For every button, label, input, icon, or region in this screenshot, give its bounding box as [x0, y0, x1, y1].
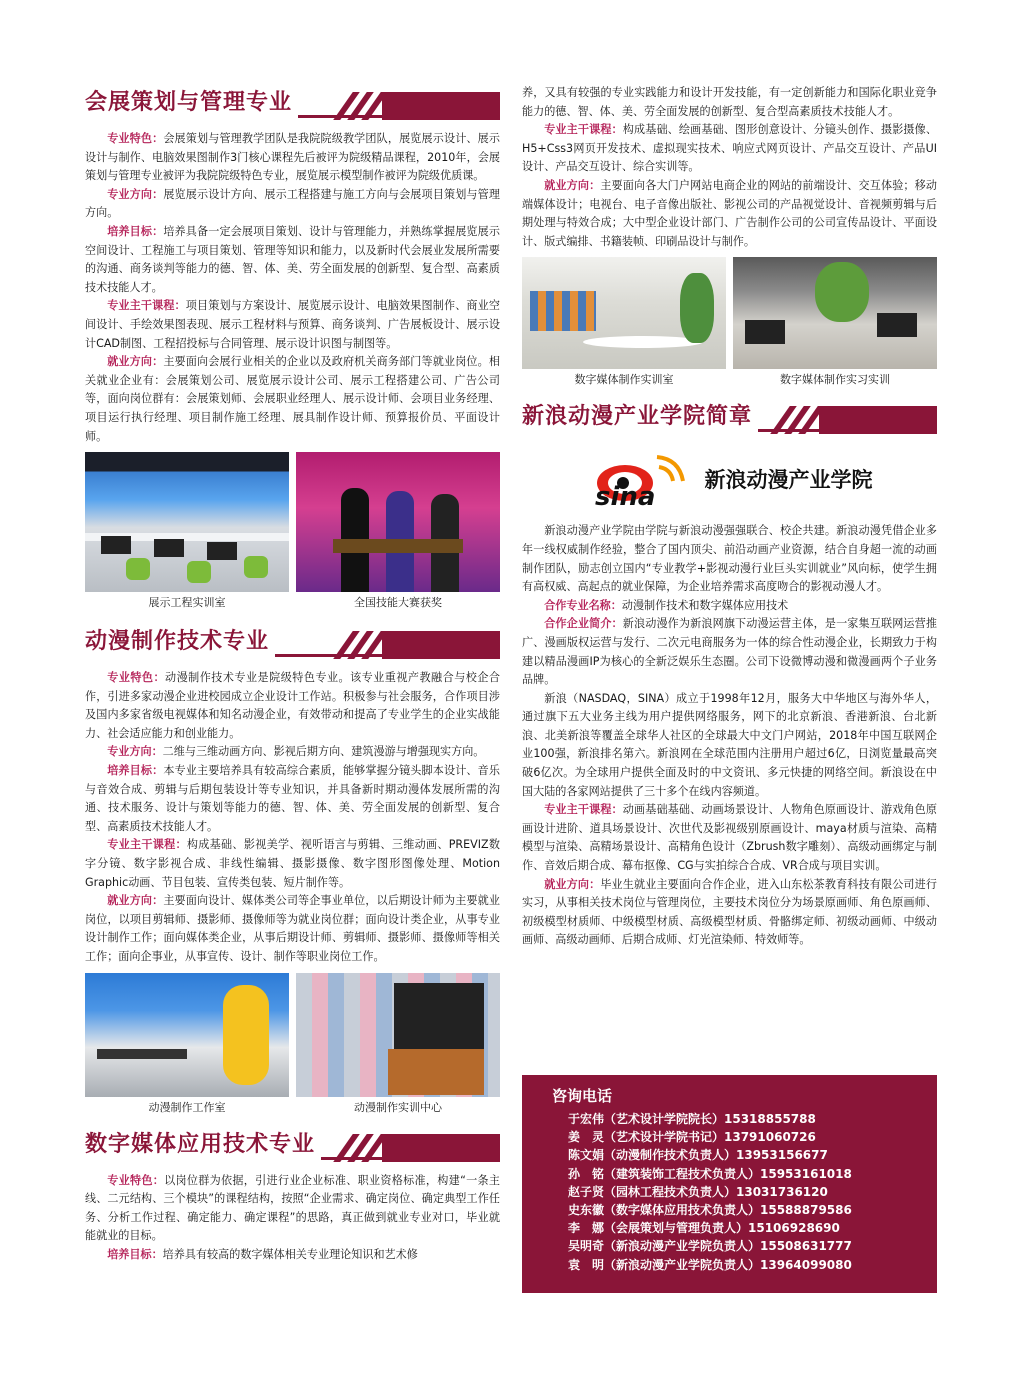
photo-award: [296, 452, 500, 613]
animation-para: [85, 836, 500, 892]
right-column: [522, 0, 937, 950]
para-text: 主要面向会展行业相关的企业以及政府机关商务部门等就业岗位。相关就业企业有：会展策划公司、展览展示设计公司、展示工程搭建公司、广告公司等，面向岗位群有：会展策划师、会展职业经理人、展示设计师、会项目业务经理、项目运行执行经理、项目制作施工经理、展具制作设计师、预算报价员、平面设计师。: [85, 355, 500, 443]
para-text: 养，又具有较强的专业实践能力和设计开发技能，有一定创新能力和国际化职业竞争能力的德、智、体、美、劳全面发展的创新型、复合型高素质技术技能人才。: [522, 86, 937, 118]
animation-para: [85, 743, 500, 762]
sina-para: [522, 597, 937, 616]
exhibition-para: [85, 186, 500, 223]
photo-caption: 展示工程实训室: [148, 596, 226, 610]
digital-media-photos: [522, 257, 937, 390]
para-text: 动画基础基础、动画场景设计、人物角色原画设计、游戏角色原画设计进阶、道具场景设计、次世代及影视级别原画设计、maya材质与渲染、高精模型与渲染、高精场景设计、高精角色设计（Zbrush数字雕刻）、高级动画绑定与制作、音效后期合成、幕布抠像、CG与实拍综合合成、VR合成与项目实训。: [522, 803, 937, 873]
para-text: 构成基础、影视美学、视听语言与剪辑、三维动画、PREVIZ数字分镜、数字影视合成、非线性编辑、摄影摄像、数字图形图像处理、Motion Graphic动画、节目包装、宣传类包装、短片制作等。: [85, 838, 500, 889]
para-text: 主要面向设计、媒体类公司等企事业单位，以后期设计师为主要就业岗位，以项目剪辑师、摄影师、摄像师等为就业岗位群；面向设计类企业，从事专业设计制作工作；面向媒体类企业，从事后期设计师、剪辑师、摄影师、摄像师等相关工作；面向企事业，从事宣传、设计、制作等职业岗位工作。: [85, 894, 500, 963]
para-text: 构成基础、绘画基础、图形创意设计、分镜头创作、摄影摄像、H5+Css3网页开发技术、虚拟现实技术、响应式网页设计、产品交互设计、产品UI设计、产品交互设计、综合实训等。: [522, 123, 937, 174]
digital-media-body-right: [522, 84, 937, 251]
sina-para: [522, 801, 937, 875]
para-label: 专业特色：: [107, 1173, 165, 1187]
contact-row: 李 娜（会展策划与管理负责人）15106928690: [568, 1221, 840, 1236]
exhibition-photos: [85, 452, 500, 613]
photo-caption: 数字媒体制作实训室: [574, 373, 674, 387]
animation-para: [85, 892, 500, 966]
photo-image: [296, 452, 500, 592]
section-header-animation: [85, 625, 500, 661]
section-title-exhibition: 会展策划与管理专业: [85, 88, 298, 118]
sina-wordmark: sina: [594, 482, 655, 510]
digital-media-para: [522, 121, 937, 177]
left-column: [85, 0, 500, 1265]
para-label: 培养目标：: [107, 1247, 163, 1261]
sina-logo-text: 新浪动漫产业学院: [704, 468, 873, 493]
photo-image: [733, 257, 937, 369]
contact-row: 袁 明（新浪动漫产业学院负责人）13964099080: [568, 1257, 852, 1272]
photo-caption: 动漫制作工作室: [148, 1100, 226, 1114]
photo-animation-studio: [85, 973, 289, 1118]
sina-para: [522, 615, 937, 689]
section-title-digital-media: 数字媒体应用技术专业: [85, 1130, 321, 1160]
para-label: 专业方向：: [107, 745, 163, 759]
para-label: 培养目标：: [107, 764, 164, 778]
para-label: 就业方向：: [544, 877, 601, 891]
para-text: 培养具备一定会展项目策划、设计与管理能力，并熟练掌握展览展示空间设计、工程施工与项目策划、管理等知识和能力，以及新时代会展业发展所需要的沟通、商务谈判等能力的德、智、体、美、劳全面发展的创新型、复合型、高素质技术技能人才。: [85, 224, 500, 294]
photo-caption: 动漫制作实训中心: [354, 1100, 442, 1114]
sina-eye-icon: [587, 449, 699, 509]
contact-row: 陈文娟（动漫制作技术负责人）13953156677: [568, 1148, 828, 1163]
section-header-digital-media: [85, 1128, 500, 1164]
para-text: 项目策划与方案设计、展览展示设计、电脑效果图制作、商业空间设计、手绘效果图表现、展示工程材料与预算、商务谈判、广告展板设计、展示设计CAD制图、工程招投标与合同管理、展示设计识图与制图等。: [85, 299, 500, 350]
para-text: 以岗位群为依据，引进行业企业标准、职业资格标准，构建“一条主线、二元结构、三个模块”的课程结构，按照“企业需求、确定岗位、确定典型工作任务、分析工作过程、确定能力、确定课程”的思路，真正做到就业专业对口，毕业就能就业的目标。: [85, 1173, 500, 1243]
para-text: 培养具有较高的数字媒体相关专业理论知识和艺术修: [162, 1247, 418, 1261]
contact-box: [522, 1075, 937, 1293]
para-text: 动漫制作技术专业是院级特色专业。该专业重视产教融合与校企合作，引进多家动漫企业进校园成立企业设计工作站。积极参与社会服务，合作项目涉及国内多家省级电视媒体和知名动漫企业，有效带动和提高了专业学生的企业实战能力、社会适应能力和创业能力。: [85, 671, 500, 740]
animation-para: [85, 762, 500, 836]
exhibition-para: [85, 130, 500, 186]
para-label: 培养目标：: [107, 224, 164, 238]
para-text: 主要面向各大门户网站电商企业的网站的前端设计、交互体验；移动端媒体设计；电视台、电子音像出版社、影视公司的产品视觉设计、音视频剪辑与后期处理与特效合成；大中型企业设计部门、广告制作公司的公司宣传品设计、平面设计、版式编排、书籍装帧、印刷品设计与制作。: [522, 178, 937, 248]
para-label: 合作专业名称：: [544, 598, 622, 612]
animation-body: [85, 669, 500, 967]
para-text: 二维与三维动画方向、影视后期方向、建筑漫游与增强现实方向。: [162, 745, 485, 759]
digital-media-body-left: [85, 1172, 500, 1265]
para-label: 专业主干课程：: [544, 123, 623, 137]
digital-media-para: [522, 177, 937, 251]
para-label: 合作企业简介：: [544, 617, 623, 631]
section-title-animation: 动漫制作技术专业: [85, 627, 275, 657]
sina-para: [522, 522, 937, 596]
para-text: 展览展示设计方向、展示工程搭建与施工方向与会展项目策划与管理方向。: [85, 187, 500, 220]
digital-media-para: [522, 84, 937, 121]
para-label: 专业主干课程：: [107, 838, 187, 852]
photo-exhibition-lab: [85, 452, 289, 613]
exhibition-para: [85, 353, 500, 446]
para-label: 专业方向：: [107, 187, 164, 201]
sina-logo: [522, 444, 937, 514]
para-text: 本专业主要培养具有较高综合素质，能够掌握分镜头脚本设计、音乐与音效合成、剪辑与后期包装设计等专业知识，并具备新时期动漫体发展所需的沟通、技术服务、设计与策划等能力的德、智、体、美、劳全面发展的创新型、复合型、高素质技术技能人才。: [85, 764, 500, 833]
para-text: 会展策划与管理教学团队是我院院级教学团队，展览展示设计、展示设计与制作、电脑效果图制作3门核心课程先后被评为院级精品课程，2010年，会展策划与管理专业被评为我院院级特色专业，展览展示模型制作被评为院级优质课。: [85, 132, 500, 183]
digital-media-para: [85, 1246, 500, 1265]
para-text: 动漫制作技术和数字媒体应用技术: [621, 598, 789, 612]
animation-photos: [85, 973, 500, 1118]
para-label: 就业方向：: [544, 178, 601, 192]
contact-row: 吴明奇（新浪动漫产业学院负责人）15508631777: [568, 1239, 852, 1254]
para-label: 就业方向：: [107, 355, 164, 369]
exhibition-body: [85, 130, 500, 446]
para-label: 专业特色：: [107, 671, 166, 685]
section-title-sina: 新浪动漫产业学院简章: [522, 402, 758, 432]
contact-row: 于宏伟（艺术设计学院院长）15318855788: [568, 1112, 816, 1126]
photo-digital-practice: [733, 257, 937, 390]
animation-para: [85, 669, 500, 743]
sina-body: [522, 522, 937, 950]
exhibition-para: [85, 223, 500, 297]
para-text: 新浪动漫作为新浪网旗下动漫运营主体，是一家集互联网运营推广、漫画版权运营与发行、二次元电商服务为一体的综合性动漫企业，长期致力于构建以精品漫画IP为核心的全新泛娱乐生态圈。公司下设微博动漫和微漫画两个子业务品牌。: [522, 617, 937, 687]
digital-media-para: [85, 1172, 500, 1246]
photo-caption: 数字媒体制作实习实训: [780, 373, 890, 387]
contact-row: 姜 灵（艺术设计学院书记）13791060726: [568, 1130, 816, 1145]
para-label: 专业主干课程：: [107, 299, 186, 313]
para-label: 专业主干课程：: [544, 803, 623, 817]
contact-row: 史东徽（数字媒体应用技术负责人）15588879586: [568, 1203, 852, 1218]
exhibition-para: [85, 297, 500, 353]
para-label: 专业特色：: [107, 132, 164, 145]
sina-para: [522, 876, 937, 950]
para-text: 新浪动漫产业学院由学院与新浪动漫强强联合、校企共建。新浪动漫凭借企业多年一线权威制作经验，整合了国内顶尖、前沿动画产业资源，结合自身超一流的动画制作团队，励志创立国内“专业教学+影视动漫行业巨头实训就业”风向标，使学生拥有高权威、高起点的就业保障，为企业培养需求高度吻合的影视动漫人才。: [522, 524, 937, 594]
photo-image: [85, 452, 289, 592]
section-header-sina: [522, 400, 937, 436]
contact-row: 孙 铭（建筑装饰工程技术负责人）15953161018: [568, 1166, 852, 1181]
section-header-exhibition: [85, 86, 500, 122]
contact-row: 赵子贤（园林工程技术负责人）13031736120: [568, 1184, 828, 1199]
photo-animation-center: [296, 973, 500, 1118]
photo-caption: 全国技能大赛获奖: [354, 596, 442, 610]
photo-image: [296, 973, 500, 1097]
para-text: 毕业生就业主要面向合作企业，进入山东松茶教育科技有限公司进行实习，从事相关技术岗位与管理岗位，主要技术岗位分为场景原画师、角色原画师、初级模型材质师、中级模型材质、高级模型材质、骨骼绑定师、初级动画师、中级动画师、高级动画师、后期合成师、灯光渲染师、特效师等。: [522, 877, 937, 947]
para-text: 新浪（NASDAQ，SINA）成立于1998年12月，服务大中华地区与海外华人，通过旗下五大业务主线为用户提供网络服务，网下的北京新浪、香港新浪、台北新浪、北美新浪等覆盖全球华人社区的全球最大中文门户网站，2018年中国互联网企业100强，新浪排名第六。新浪网在全球范围内注册用户超过6亿，日浏览量最高突破6亿次。为全球用户提供全面及时的中文资讯、多元快捷的网络空间。新浪设在中国大陆的各家网站提供了三十多个在线内容频道。: [522, 691, 937, 798]
photo-image: [85, 973, 289, 1097]
contact-title: 咨询电话: [552, 1087, 613, 1105]
photo-digital-lab: [522, 257, 726, 390]
para-label: 就业方向：: [107, 894, 164, 908]
sina-para: [522, 690, 937, 802]
photo-image: [522, 257, 726, 369]
